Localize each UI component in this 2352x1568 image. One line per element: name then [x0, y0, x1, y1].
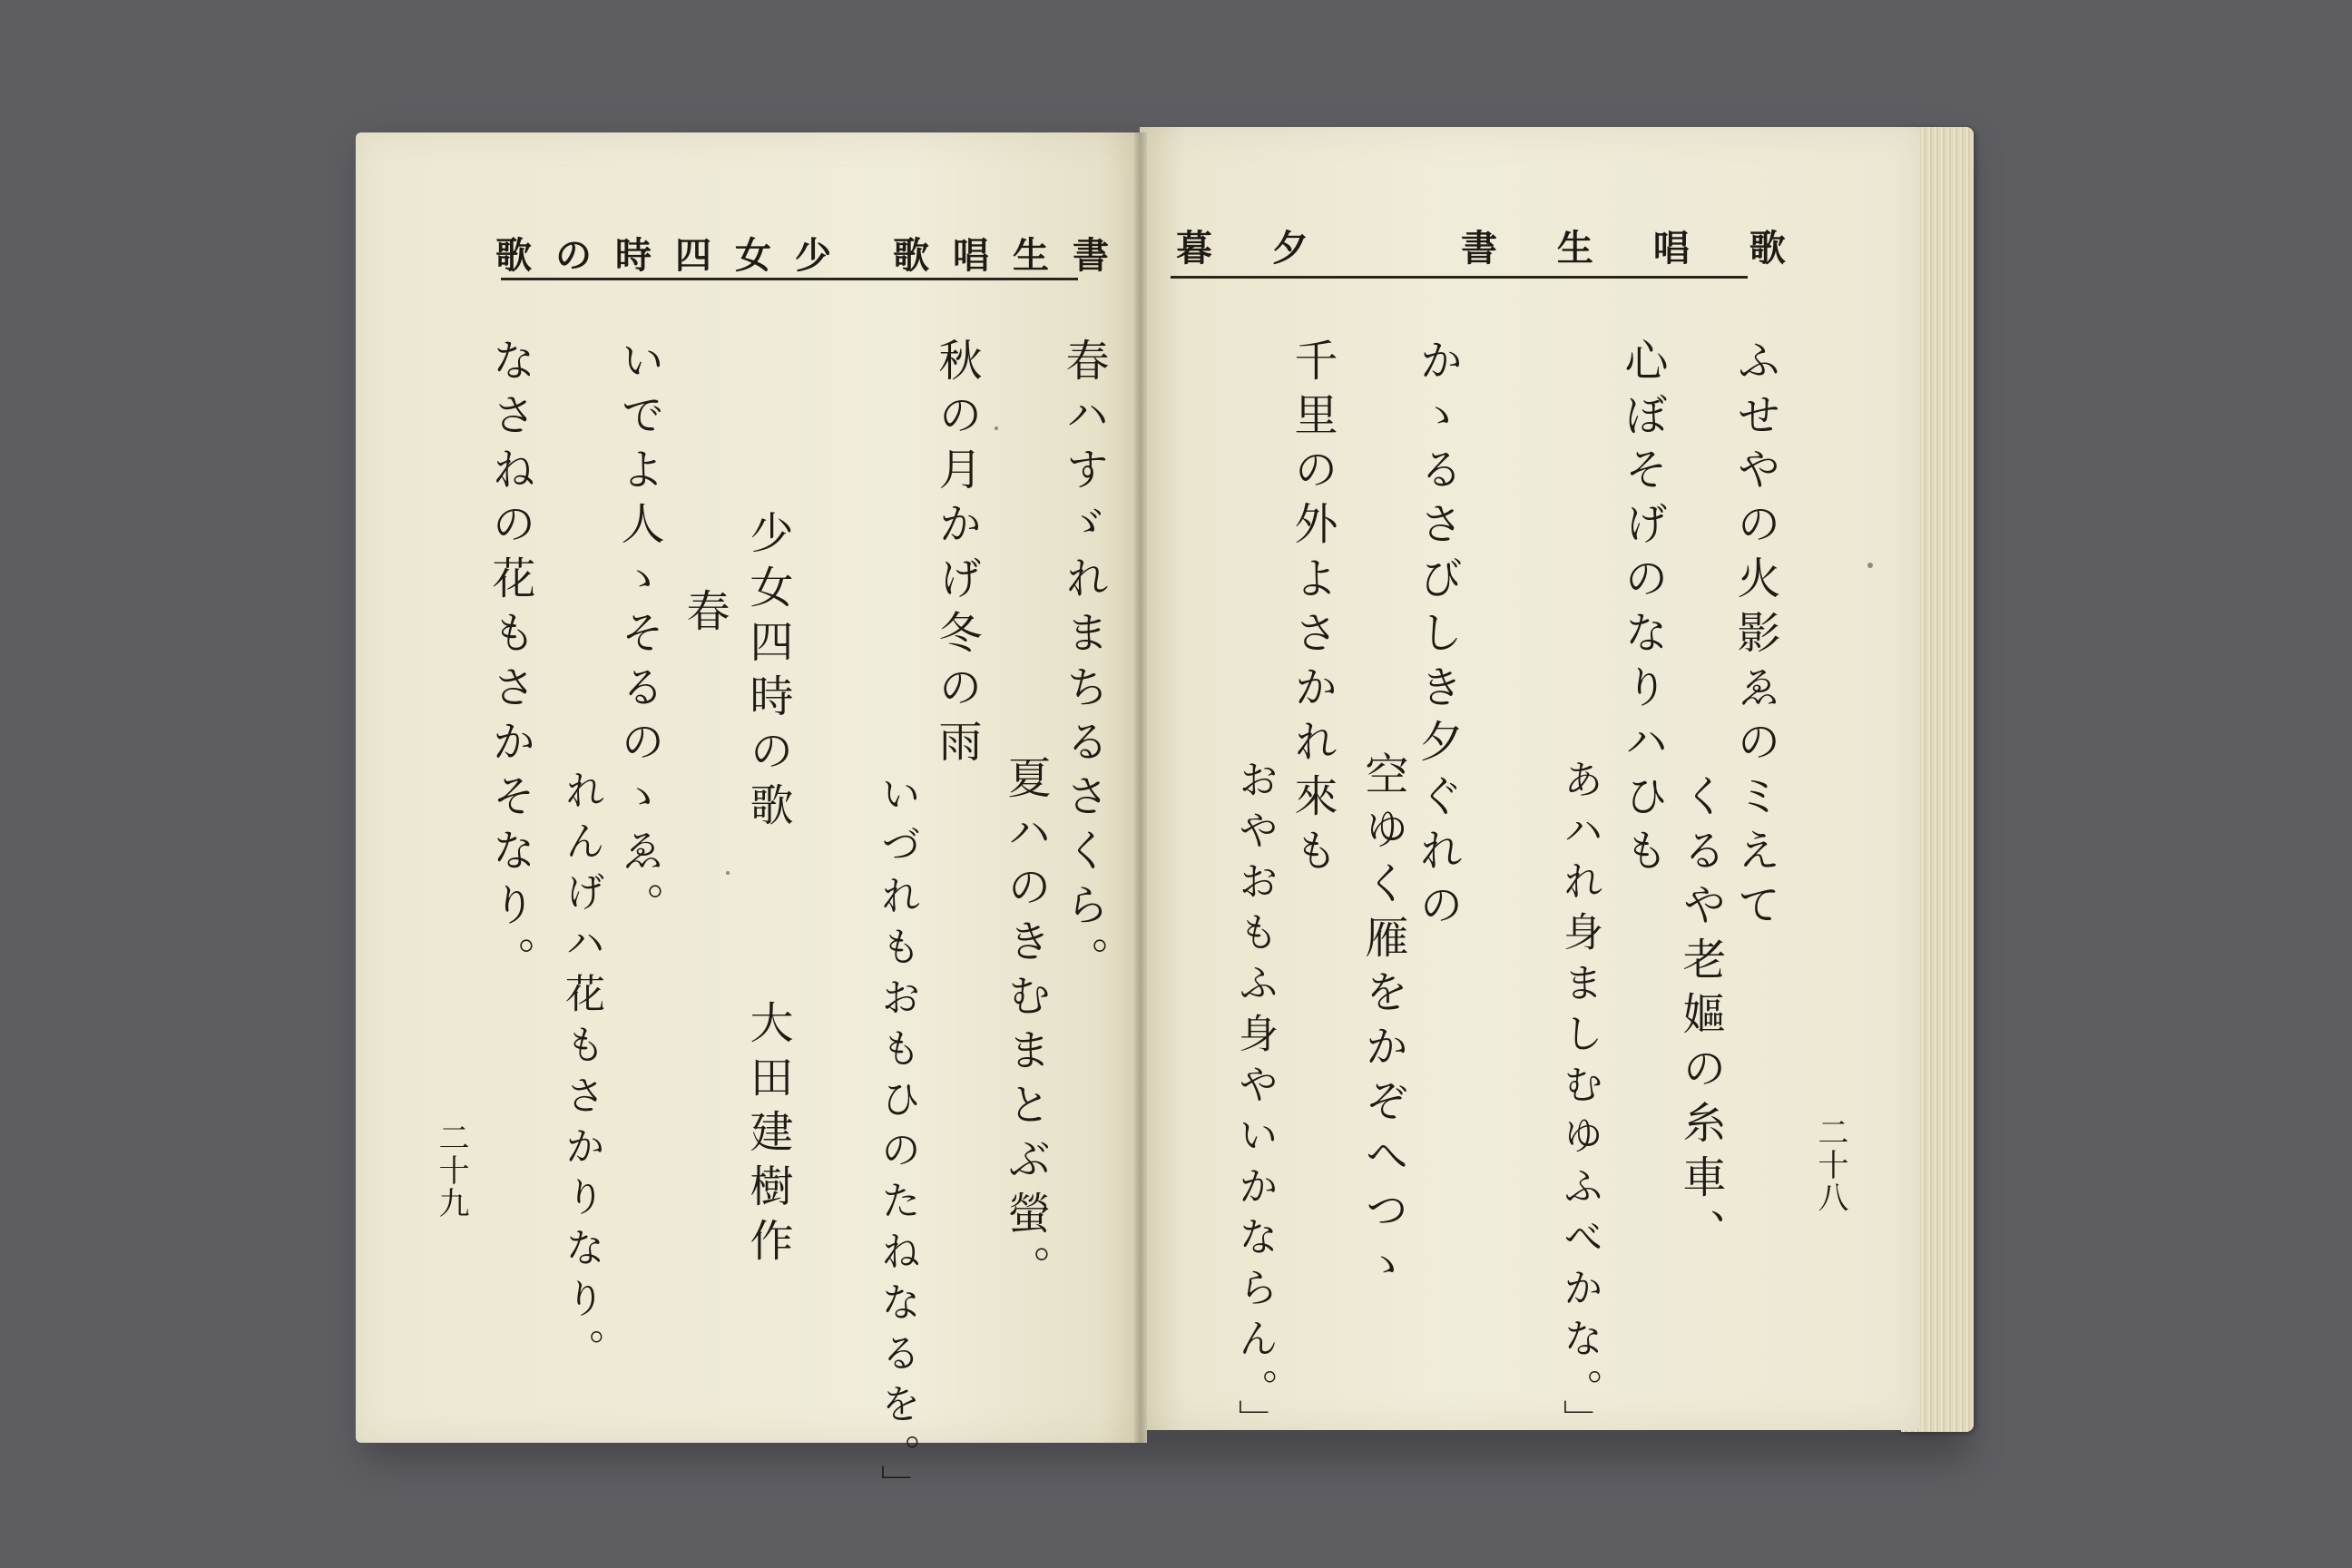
- right-col-5: かゝるさびしき夕ぐれの: [1412, 338, 1463, 936]
- left-col-5-poem-title: 少女四時の歌: [742, 510, 793, 837]
- left-col-8: いでよ人ゝそるのゝゑ。: [613, 338, 664, 936]
- left-page-number: 二十九: [433, 1122, 469, 1220]
- right-col-7: 千里の外よさかれ來も: [1287, 338, 1338, 882]
- left-col-4: いづれもおもひのたねなるを。」: [874, 773, 920, 1515]
- left-col-9: れんげハ花もさかりなり。: [558, 769, 604, 1379]
- right-page-number: 二十八: [1812, 1116, 1848, 1214]
- right-col-3: 心ぼそげのなりハひも: [1617, 338, 1668, 882]
- left-header-title: 歌の時四女少: [495, 234, 855, 277]
- right-col-8: おやおもふ身やいかならん。」: [1231, 759, 1278, 1450]
- left-col-2: 夏ハのきむまとぶ螢。: [1000, 755, 1051, 1299]
- paper-speck: [995, 426, 998, 430]
- right-col-1: ふせやの火影ゑのミえて: [1730, 338, 1780, 936]
- book-gutter: [1134, 132, 1147, 1443]
- left-header-book-title: 歌唱生書: [893, 234, 1132, 277]
- left-col-1: 春ハすゞれまちるさくら。: [1058, 338, 1109, 991]
- right-header-book-title: 書 生 唱 歌: [1461, 227, 1809, 270]
- left-col-7-season: 春: [679, 588, 730, 642]
- right-col-4: あハれ身ましむゆふべかな。」: [1556, 759, 1602, 1450]
- left-col-10: なさねの花もさかそなり。: [485, 338, 535, 991]
- right-col-2: くるや老嫗の糸車、: [1675, 773, 1726, 1263]
- left-header-rule: [501, 278, 1078, 280]
- paper-speck: [726, 871, 730, 875]
- right-col-6: 空ゆく雁をかぞへつゝ: [1357, 751, 1408, 1296]
- right-header-rule: [1171, 276, 1748, 279]
- paper-speck: [1867, 563, 1873, 568]
- left-col-3: 秋の月かげ冬の雨: [931, 338, 982, 773]
- right-header-title: 暮 夕: [1176, 227, 1332, 270]
- left-col-6-author: 大田建樹作: [742, 1000, 793, 1272]
